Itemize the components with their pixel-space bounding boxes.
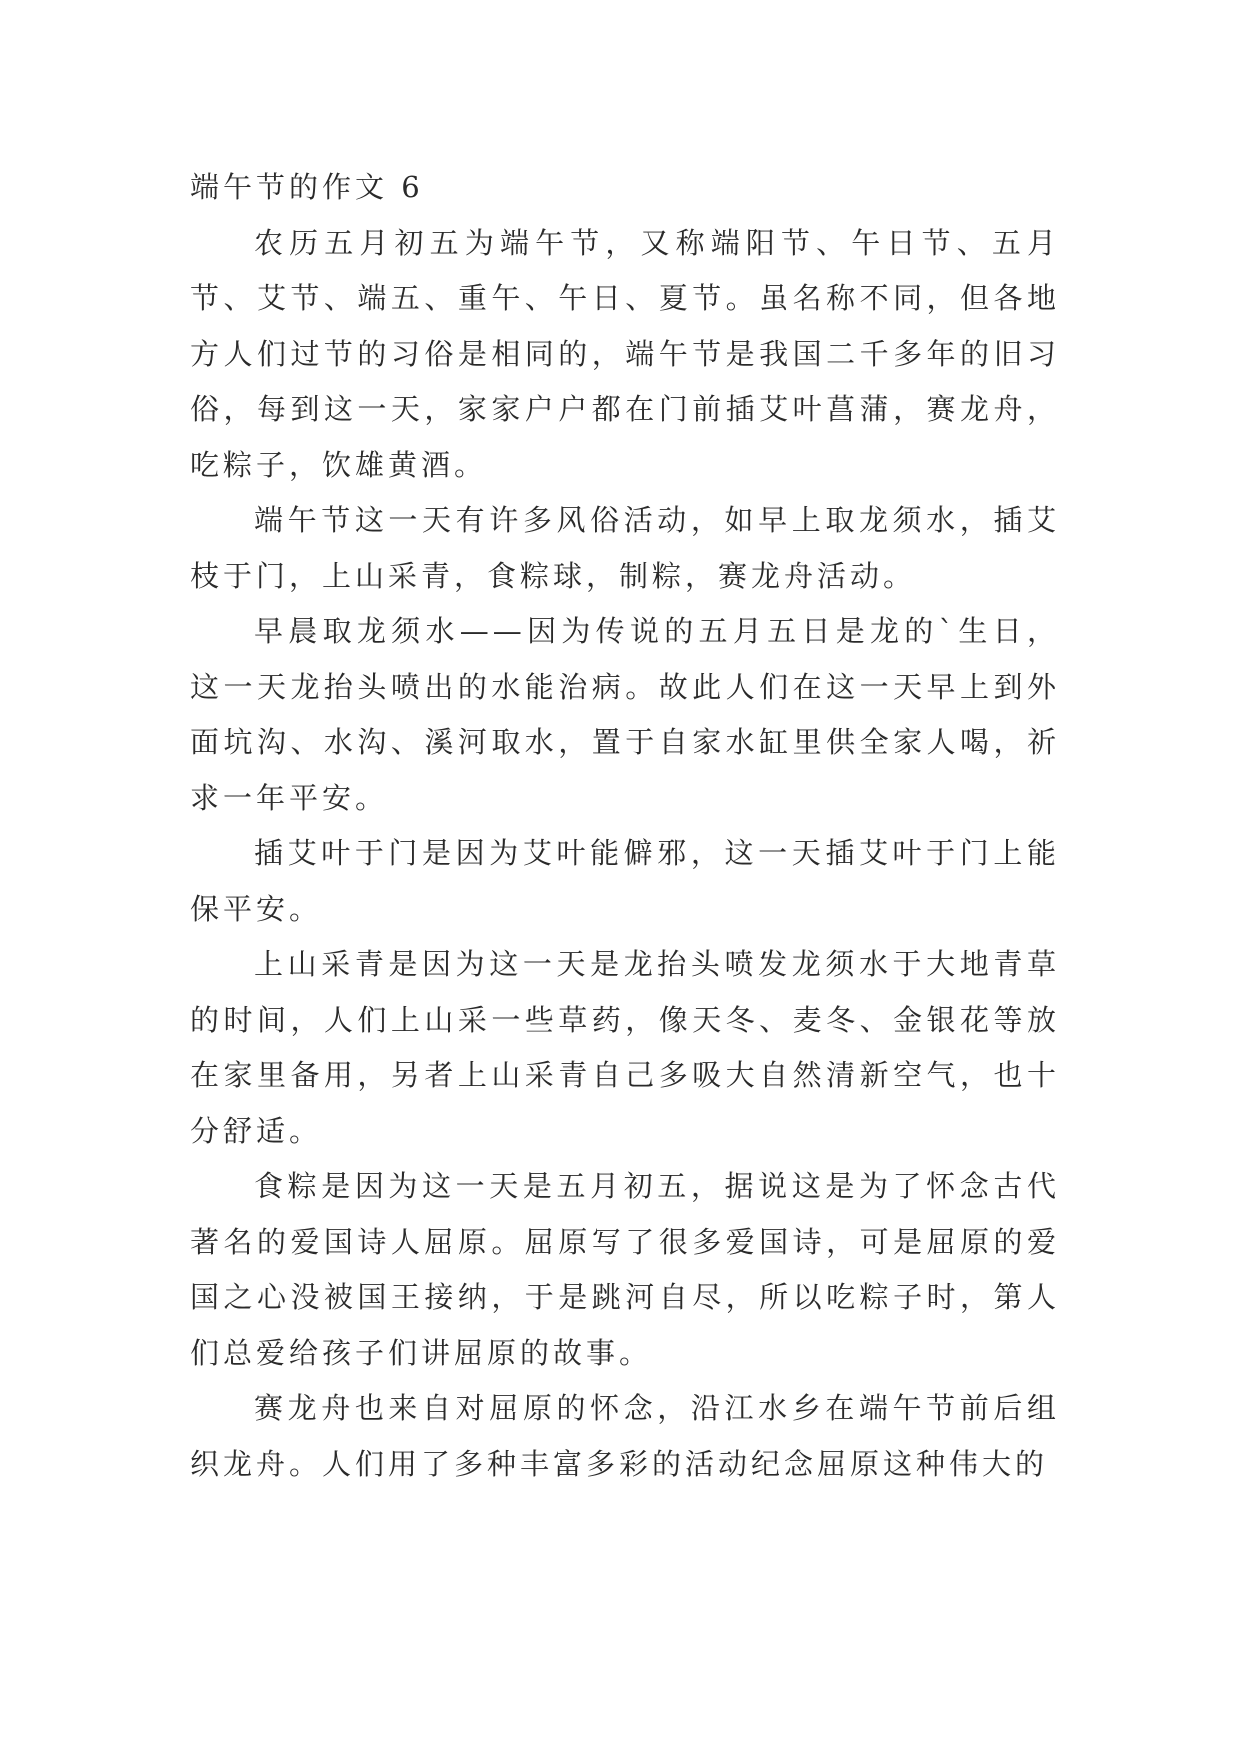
paragraph: 赛龙舟也来自对屈原的怀念，沿江水乡在端午节前后组织龙舟。人们用了多种丰富多彩的活动纪念屈原这种伟大的 (190, 1391, 1060, 1481)
paragraph: 端午节这一天有许多风俗活动，如早上取龙须水，插艾枝于门，上山采青，食粽球，制粽，赛龙舟活动。 (190, 503, 1060, 593)
paragraph: 上山采青是因为这一天是龙抬头喷发龙须水于大地青草的时间，人们上山采一些草药，像天冬、麦冬、金银花等放在家里备用，另者上山采青自己多吸大自然清新空气，也十分舒适。 (190, 947, 1060, 1148)
document-title: 端午节的作文 6 (190, 170, 424, 204)
paragraph: 食粽是因为这一天是五月初五，据说这是为了怀念古代著名的爱国诗人屈原。屈原写了很多爱国诗，可是屈原的爱国之心没被国王接纳，于是跳河自尽，所以吃粽子时，第人们总爱给孩子们讲屈原的故事。 (190, 1169, 1060, 1370)
paragraph: 插艾叶于门是因为艾叶能僻邪，这一天插艾叶于门上能保平安。 (190, 836, 1060, 926)
paragraph: 农历五月初五为端午节，又称端阳节、午日节、五月节、艾节、端五、重午、午日、夏节。虽名称不同，但各地方人们过节的习俗是相同的，端午节是我国二千多年的旧习俗，每到这一天，家家户户都在门前插艾叶菖蒲，赛龙舟，吃粽子，饮雄黄酒。 (190, 225, 1060, 482)
paragraph: 早晨取龙须水——因为传说的五月五日是龙的`生日，这一天龙抬头喷出的水能治病。故此人们在这一天早上到外面坑沟、水沟、溪河取水，置于自家水缸里供全家人喝，祈求一年平安。 (190, 614, 1060, 815)
document-body (190, 160, 1060, 1492)
